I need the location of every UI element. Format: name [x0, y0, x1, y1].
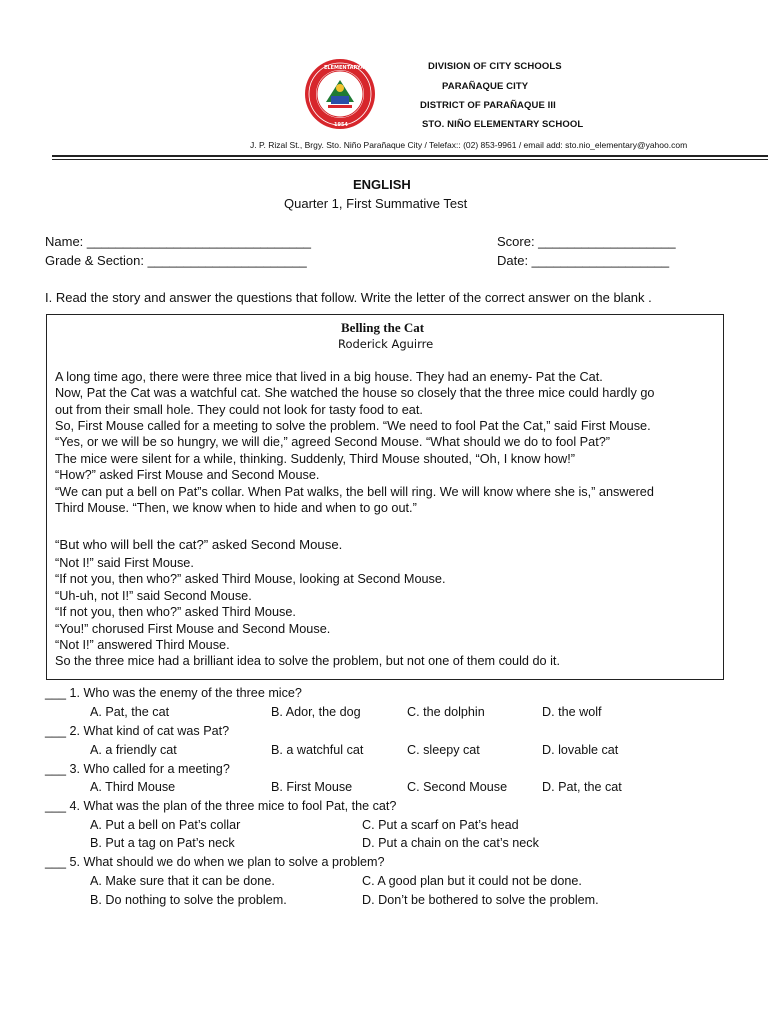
- story-line: “Not I!” answered Third Mouse.: [55, 638, 230, 652]
- story-line: “We can put a bell on Pat”s collar. When Pat walks, the bell will ring. We will know where she is,” answered: [55, 485, 654, 499]
- story-line: “Not I!” said First Mouse.: [55, 556, 194, 570]
- subject-title: ENGLISH: [353, 177, 411, 192]
- story-line: A long time ago, there were three mice that lived in a big house. They had an enemy- Pat the Cat.: [55, 370, 603, 384]
- q3-choice-c: C. Second Mouse: [407, 780, 508, 794]
- q2-choice-d: D. lovable cat: [542, 743, 619, 757]
- question-4: ___ 4. What was the plan of the three mice to fool Pat, the cat?: [45, 799, 397, 813]
- q1-choice-b: B. Ador, the dog: [271, 705, 361, 719]
- q5-choice-a: A. Make sure that it can be done.: [90, 874, 275, 888]
- q4-choice-c: C. Put a scarf on Pat’s head: [362, 818, 519, 832]
- question-5: ___ 5. What should we do when we plan to solve a problem?: [45, 855, 385, 869]
- story-line: “Uh-uh, not I!” said Second Mouse.: [55, 589, 252, 603]
- question-2: ___ 2. What kind of cat was Pat?: [45, 724, 230, 738]
- story-line: “If not you, then who?” asked Third Mouse, looking at Second Mouse.: [55, 572, 446, 586]
- instruction-text: I. Read the story and answer the questions that follow. Write the letter of the correct answer on the blank .: [45, 290, 652, 305]
- q3-choice-a: A. Third Mouse: [90, 780, 176, 794]
- q4-choice-a: A. Put a bell on Pat’s collar: [90, 818, 241, 832]
- story-line: “How?” asked First Mouse and Second Mouse.: [55, 468, 320, 482]
- header-divider-thick: [52, 155, 768, 157]
- city-label: PARAÑAQUE CITY: [442, 81, 529, 92]
- story-line: Third Mouse. “Then, we know when to hide and when to go out.”: [55, 501, 417, 515]
- division-label: DIVISION OF CITY SCHOOLS: [428, 61, 562, 72]
- q5-choice-b: B. Do nothing to solve the problem.: [90, 893, 287, 907]
- svg-text:ELEMENTARYA: ELEMENTARYA: [324, 65, 365, 71]
- svg-text:1954: 1954: [334, 122, 348, 128]
- score-field: Score: ___________________: [497, 234, 676, 249]
- school-address: J. P. Rizal St., Brgy. Sto. Niño Parañaque City / Telefax:: (02) 853-9961 / email add: sto.nio_elementary@yahoo.com: [250, 140, 688, 150]
- school-seal-logo: [304, 58, 376, 130]
- q5-choice-d: D. Don’t be bothered to solve the problem.: [362, 893, 599, 907]
- story-line: Now, Pat the Cat was a watchful cat. She watched the house so closely that the three mice could hardly go: [55, 386, 655, 400]
- q1-choice-a: A. Pat, the cat: [90, 705, 170, 719]
- story-line: “But who will bell the cat?” asked Second Mouse.: [55, 537, 343, 552]
- q1-choice-d: D. the wolf: [542, 705, 602, 719]
- question-1: ___ 1. Who was the enemy of the three mice?: [45, 686, 302, 700]
- date-field: Date: ___________________: [497, 253, 670, 268]
- header-divider-thin: [52, 159, 768, 160]
- story-line: So, First Mouse called for a meeting to solve the problem. “We need to fool Pat the Cat,” said First Mouse.: [55, 419, 651, 433]
- q3-choice-b: B. First Mouse: [271, 780, 353, 794]
- question-3: ___ 3. Who called for a meeting?: [45, 762, 230, 776]
- q5-choice-c: C. A good plan but it could not be done.: [362, 874, 582, 888]
- story-line: So the three mice had a brilliant idea to solve the problem, but not one of them could do it.: [55, 654, 560, 668]
- q3-choice-d: D. Pat, the cat: [542, 780, 622, 794]
- story-line: The mice were silent for a while, thinking. Suddenly, Third Mouse shouted, “Oh, I know how!”: [55, 452, 575, 466]
- story-line: “If not you, then who?” asked Third Mouse.: [55, 605, 296, 619]
- name-field: Name: _______________________________: [45, 234, 312, 249]
- story-line: out from their small hole. They could not look for tasty food to eat.: [55, 403, 423, 417]
- q1-choice-c: C. the dolphin: [407, 705, 485, 719]
- q2-choice-a: A. a friendly cat: [90, 743, 177, 757]
- test-title: Quarter 1, First Summative Test: [284, 196, 468, 211]
- district-label: DISTRICT OF PARAÑAQUE III: [420, 100, 556, 111]
- story-line: “Yes, or we will be so hungry, we will die,” agreed Second Mouse. “What should we do to fool Pat?”: [55, 435, 611, 449]
- q4-choice-b: B. Put a tag on Pat’s neck: [90, 836, 235, 850]
- grade-section-field: Grade & Section: ______________________: [45, 253, 307, 268]
- q2-choice-c: C. sleepy cat: [407, 743, 480, 757]
- school-name: STO. NIÑO ELEMENTARY SCHOOL: [422, 119, 584, 130]
- q2-choice-b: B. a watchful cat: [271, 743, 364, 757]
- story-title: Belling the Cat: [341, 320, 425, 335]
- story-author: Roderick Aguirre: [338, 337, 434, 351]
- story-line: “You!” chorused First Mouse and Second Mouse.: [55, 622, 331, 636]
- q4-choice-d: D. Put a chain on the cat’s neck: [362, 836, 539, 850]
